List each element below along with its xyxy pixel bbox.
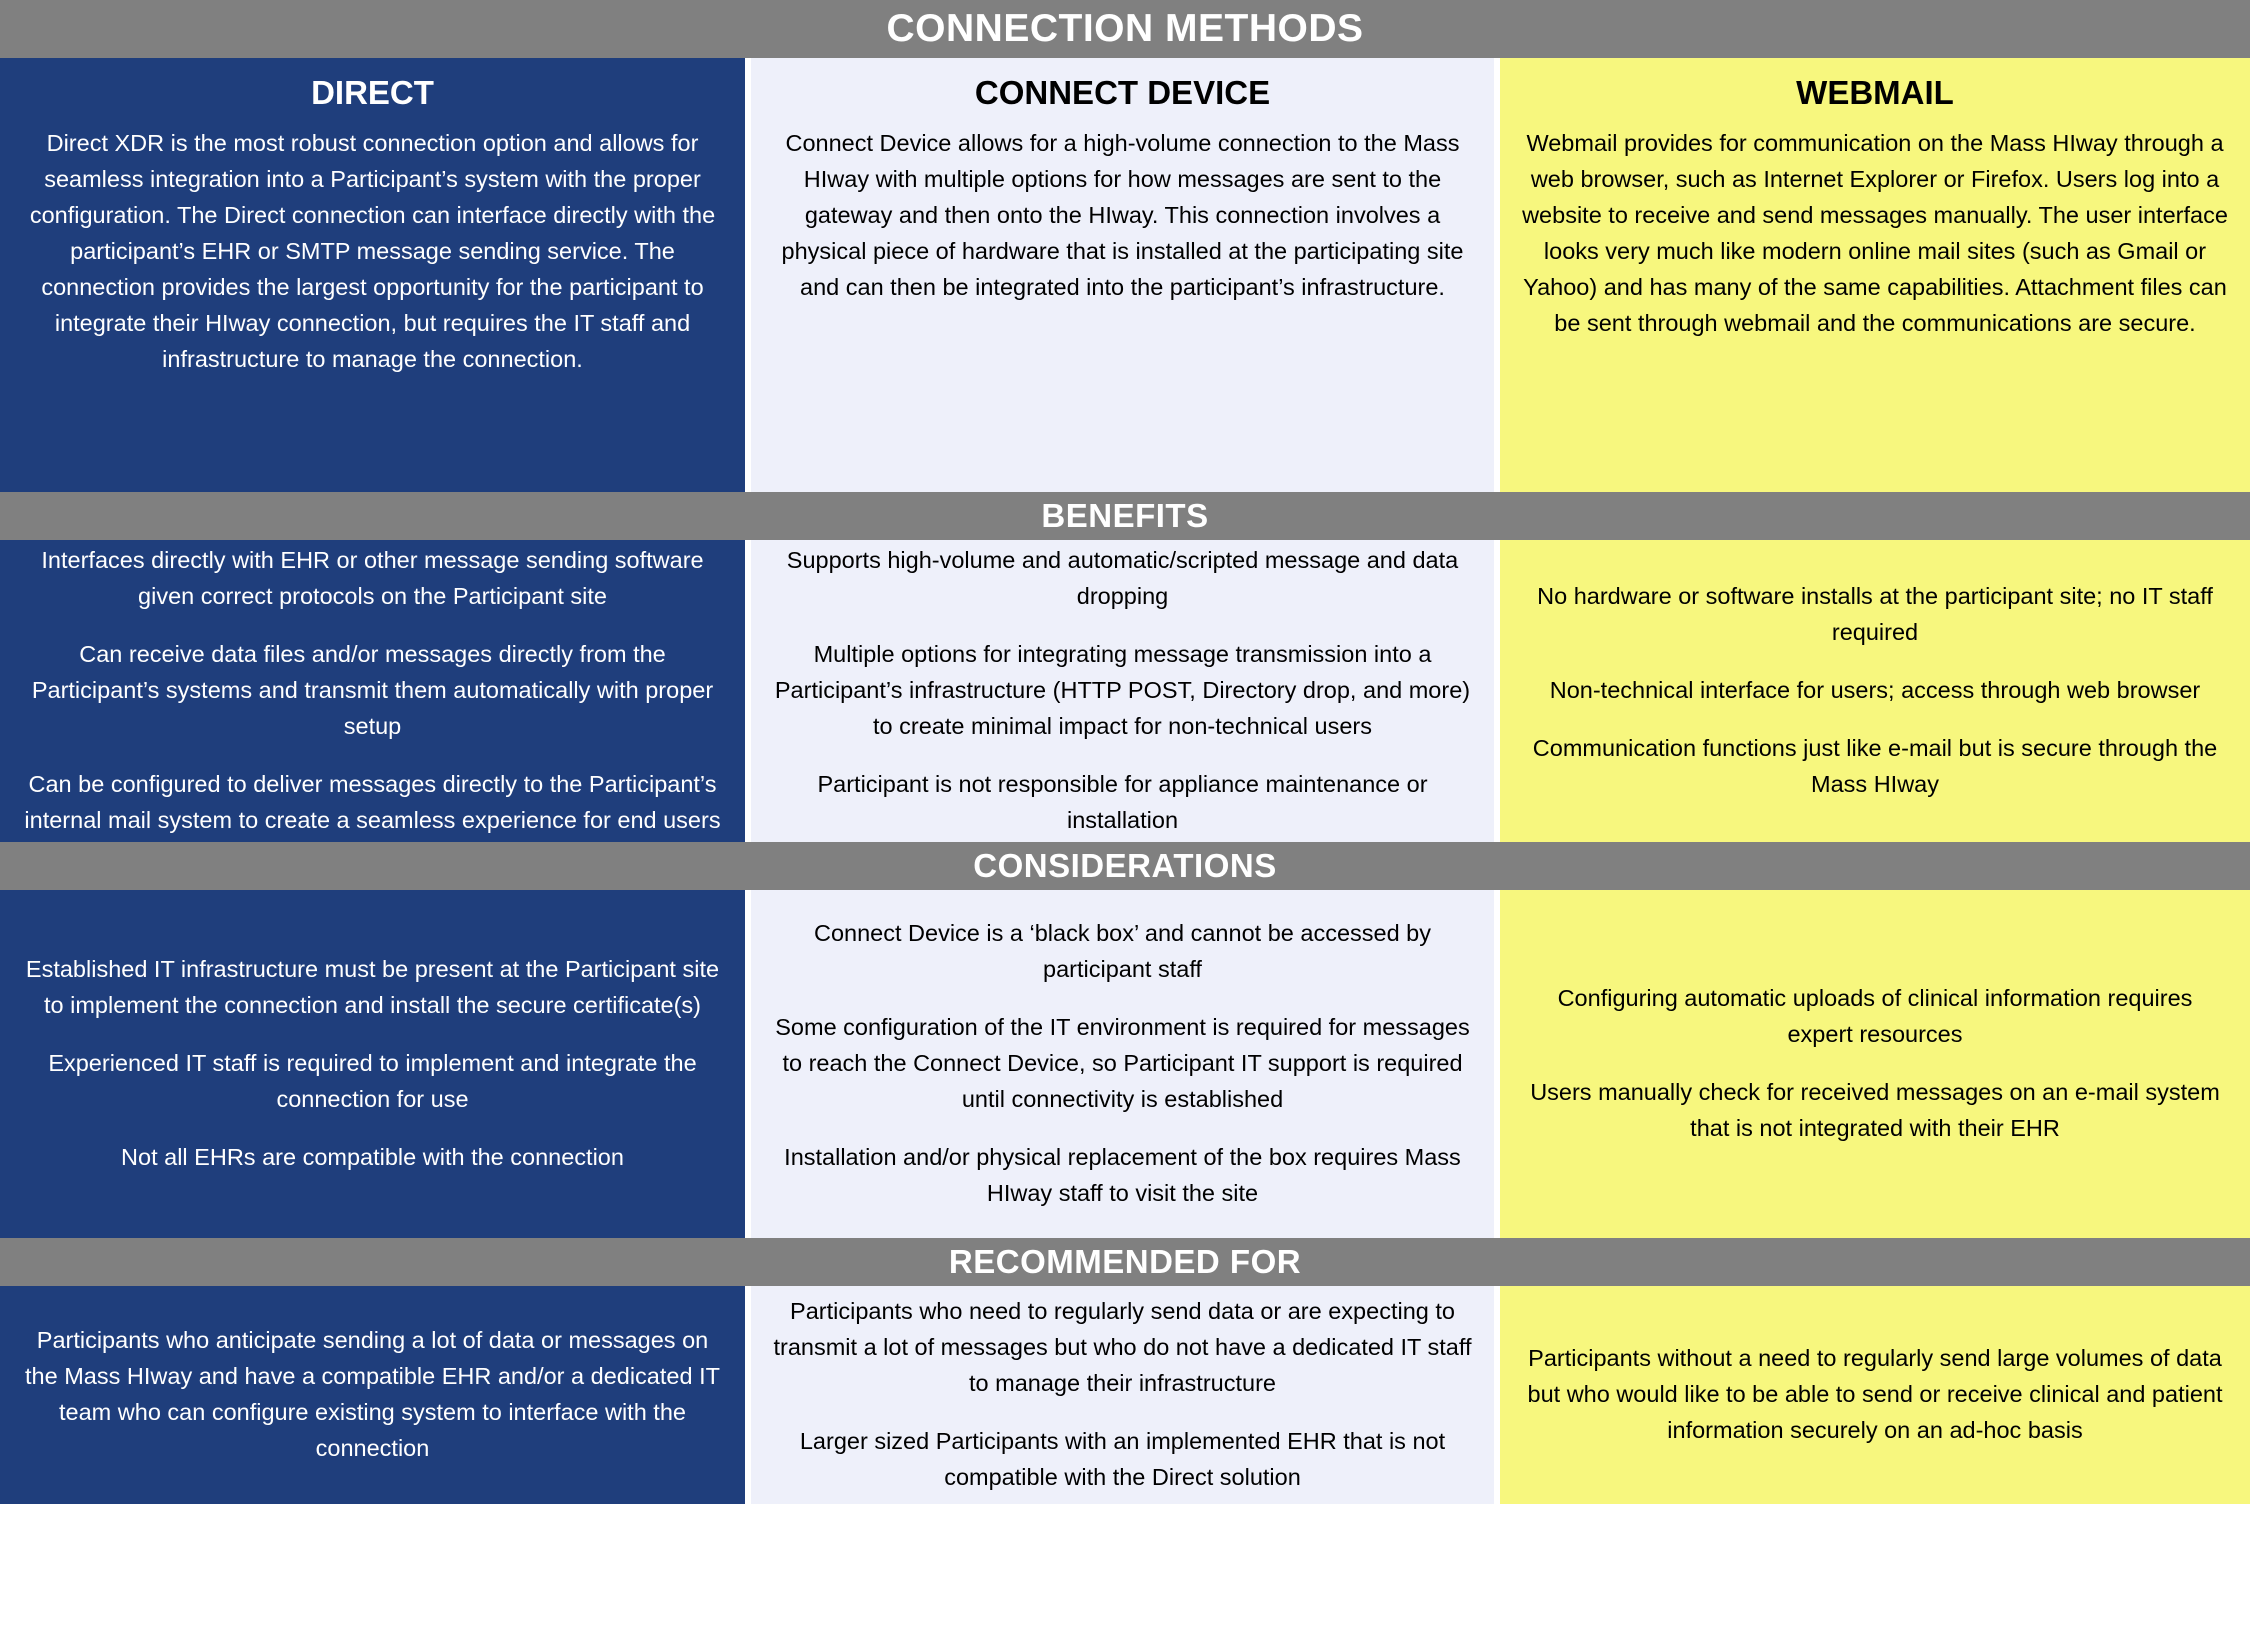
section-header-considerations: CONSIDERATIONS [0, 842, 2250, 890]
considerations-connect [745, 890, 1500, 1238]
section-header-benefits: BENEFITS [0, 492, 2250, 540]
list-item: Installation and/or physical replacement of the box requires Mass HIway staff to visit the site [784, 1143, 1461, 1206]
page-title: CONNECTION METHODS [0, 0, 2250, 58]
list-item: Established IT infrastructure must be present at the Participant site to implement the connection and install the secure certificate(s) [25, 956, 720, 1019]
benefits-direct-list [22, 543, 723, 839]
column-title-connect-device: CONNECT DEVICE [974, 74, 1271, 111]
considerations-webmail-list [1522, 981, 2228, 1147]
list-item: Users manually check for received messages on an e-mail system that is not integrated with their EHR [1530, 1079, 2220, 1141]
list-item: Experienced IT staff is required to implement and integrate the connection for use [48, 1050, 697, 1112]
list-item: Participants who anticipate sending a lot of data or messages on the Mass HIway and have a compatible EHR and/or a dedicated IT team who can configure existing system to interface with the connection [25, 1327, 720, 1461]
column-title-webmail: WEBMAIL [1796, 74, 1954, 111]
list-item: Interfaces directly with EHR or other message sending software given correct protocols on the Participant site [41, 547, 704, 610]
column-webmail-overview [1500, 58, 2250, 492]
list-item: Configuring automatic uploads of clinical information requires expert resources [1557, 985, 2193, 1048]
list-item: No hardware or software installs at the participant site; no IT staff required [1537, 583, 2213, 646]
overview-row [0, 58, 2250, 492]
direct-overview-text: Direct XDR is the most robust connection option and allows for seamless integration into a Participant’s system with the proper configuration. The Direct connection can interface directly with the participant’s EHR or SMTP message sending service. The connection provides the largest opportunity for the participant to integrate their HIway connection, but requires the IT staff and infrastructure to manage the connection. [29, 130, 716, 372]
list-item: Some configuration of the IT environment is required for messages to reach the Connect Device, so Participant IT support is required until connectivity is established [775, 1014, 1470, 1112]
considerations-row [0, 890, 2250, 1238]
recommended-connect-list [773, 1294, 1472, 1496]
benefits-row [0, 540, 2250, 842]
recommended-direct [0, 1286, 745, 1504]
list-item: Larger sized Participants with an implemented EHR that is not compatible with the Direct solution [799, 1427, 1446, 1490]
list-item: Participants without a need to regularly send large volumes of data but who would like to be able to send or receive clinical and patient information securely on an ad-hoc basis [1527, 1345, 2223, 1443]
column-direct-overview [0, 58, 745, 492]
list-item: Not all EHRs are compatible with the connection [121, 1143, 624, 1170]
benefits-webmail-list [1522, 579, 2228, 803]
benefits-connect-list [773, 543, 1472, 839]
list-item: Non-technical interface for users; access through web browser [1549, 677, 2201, 704]
list-item: Can be configured to deliver messages directly to the Participant’s internal mail system to create a seamless experience for end users [24, 770, 721, 833]
recommended-row [0, 1286, 2250, 1504]
benefits-direct [0, 540, 745, 842]
list-item: Communication functions just like e-mail but is secure through the Mass HIway [1532, 734, 2218, 797]
recommended-webmail-list [1522, 1341, 2228, 1449]
list-item: Supports high-volume and automatic/scripted message and data dropping [786, 547, 1459, 610]
recommended-connect [745, 1286, 1500, 1504]
list-item: Connect Device is a ‘black box’ and cannot be accessed by participant staff [813, 920, 1431, 983]
considerations-direct-list [22, 952, 723, 1176]
considerations-direct [0, 890, 745, 1238]
connect-overview-text: Connect Device allows for a high-volume connection to the Mass HIway with multiple options for how messages are sent to the gateway and then onto the HIway. This connection involves a physical piece of hardware that is installed at the participating site and can then be integrated into the participant’s infrastructure. [781, 130, 1464, 300]
column-title-direct: DIRECT [311, 74, 434, 111]
recommended-direct-list [22, 1323, 723, 1467]
list-item: Multiple options for integrating message transmission into a Participant’s infrastructure (HTTP POST, Directory drop, and more) to create minimal impact for non-technical users [774, 641, 1471, 739]
list-item: Participants who need to regularly send data or are expecting to transmit a lot of messages but who do not have a dedicated IT staff to manage their infrastructure [773, 1298, 1472, 1397]
section-header-recommended-for: RECOMMENDED FOR [0, 1238, 2250, 1286]
considerations-connect-list [773, 916, 1472, 1212]
recommended-webmail [1500, 1286, 2250, 1504]
list-item: Can receive data files and/or messages directly from the Participant’s systems and transmit them automatically with proper setup [31, 641, 714, 739]
considerations-webmail [1500, 890, 2250, 1238]
list-item: Participant is not responsible for appliance maintenance or installation [817, 770, 1428, 833]
webmail-overview-text: Webmail provides for communication on the Mass HIway through a web browser, such as Internet Explorer or Firefox. Users log into a website to receive and send messages manually. The user interface looks very much like modern online mail sites (such as Gmail or Yahoo) and has many of the same capabilities. Attachment files can be sent through webmail and the communications are secure. [1522, 130, 2228, 336]
benefits-connect [745, 540, 1500, 842]
column-connect-overview [745, 58, 1500, 492]
benefits-webmail [1500, 540, 2250, 842]
